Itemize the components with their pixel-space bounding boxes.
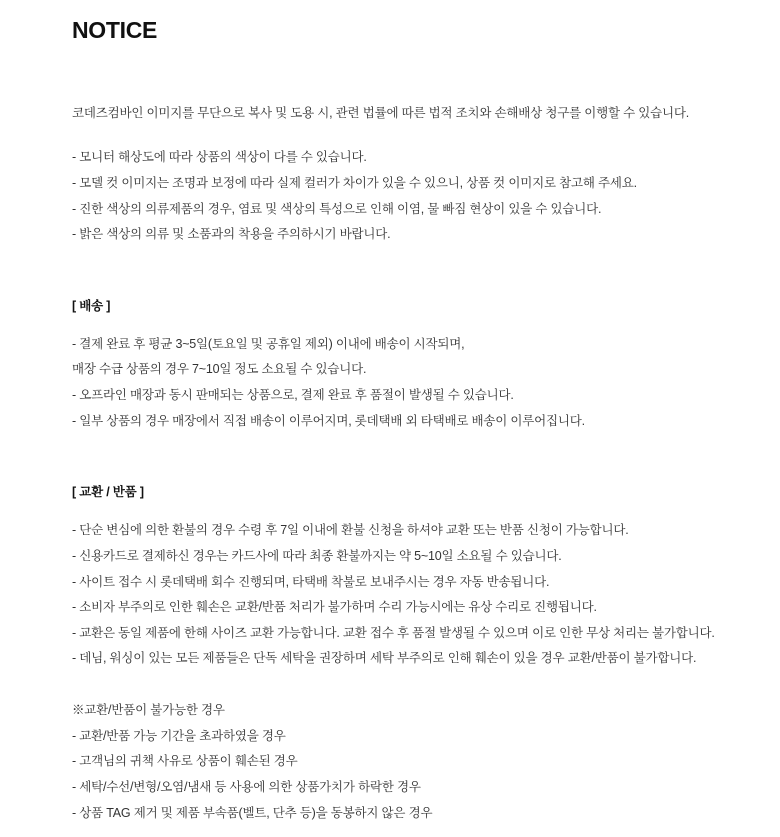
shipping-heading: [ 배송 ] [72, 298, 111, 313]
exchange-return-item: - 단순 변심에 의한 환불의 경우 수령 후 7일 이내에 환불 신청을 하셔야 교환 또는 반품 신청이 가능합니다. [72, 523, 629, 538]
shipping-item: 매장 수급 상품의 경우 7~10일 정도 소요될 수 있습니다. [72, 362, 367, 377]
impossible-case-item: - 고객님의 귀책 사유로 상품이 훼손된 경우 [72, 754, 298, 769]
impossible-cases [72, 698, 708, 826]
shipping-list [72, 332, 708, 435]
exchange-return-item: - 교환은 동일 제품에 한해 사이즈 교환 가능합니다. 교환 접수 후 품절 발생될 수 있으며 이로 인한 무상 처리는 불가합니다. [72, 625, 715, 640]
exchange-return-item: - 데님, 워싱이 있는 모든 제품들은 단독 세탁을 권장하며 세탁 부주의로 인해 훼손이 있을 경우 교환/반품이 불가합니다. [72, 651, 697, 666]
shipping-section [72, 296, 708, 435]
general-notes [72, 145, 708, 248]
general-note-item: - 밝은 색상의 의류 및 소품과의 착용을 주의하시기 바랍니다. [72, 227, 391, 242]
impossible-case-item: - 교환/반품 가능 기간을 초과하였을 경우 [72, 728, 286, 743]
exchange-return-section [72, 482, 715, 826]
exchange-return-list [72, 518, 715, 672]
page-title: NOTICE [72, 17, 158, 43]
shipping-item: - 일부 상품의 경우 매장에서 직접 배송이 이루어지며, 롯데택배 외 타택배로 배송이 이루어집니다. [72, 413, 585, 428]
general-note-item: - 모니터 해상도에 따라 상품의 색상이 다를 수 있습니다. [72, 150, 367, 165]
shipping-item: - 결제 완료 후 평균 3~5일(토요일 및 공휴일 제외) 이내에 배송이 시작되며, [72, 336, 465, 351]
shipping-item: - 오프라인 매장과 동시 판매되는 상품으로, 결제 완료 후 품절이 발생될 수 있습니다. [72, 388, 514, 403]
impossible-cases-heading: ※교환/반품이 불가능한 경우 [72, 703, 225, 718]
exchange-return-heading: [ 교환 / 반품 ] [72, 485, 144, 500]
general-note-item: - 모델 컷 이미지는 조명과 보정에 따라 실제 컬러가 차이가 있을 수 있으니, 상품 컷 이미지로 참고해 주세요. [72, 175, 637, 190]
exchange-return-item: - 소비자 부주의로 인한 훼손은 교환/반품 처리가 불가하며 수리 가능시에는 유상 수리로 진행됩니다. [72, 600, 597, 615]
impossible-case-item: - 세탁/수선/변형/오염/냄새 등 사용에 의한 상품가치가 하락한 경우 [72, 779, 421, 794]
general-note-item: - 진한 색상의 의류제품의 경우, 염료 및 색상의 특성으로 인해 이염, 물 빠짐 현상이 있을 수 있습니다. [72, 201, 602, 216]
copyright-notice: 코데즈컴바인 이미지를 무단으로 복사 및 도용 시, 관련 법률에 따른 법적 조치와 손해배상 청구를 이행할 수 있습니다. [72, 105, 690, 120]
exchange-return-item: - 신용카드로 결제하신 경우는 카드사에 따라 최종 환불까지는 약 5~10일 소요될 수 있습니다. [72, 548, 562, 563]
impossible-case-item: - 상품 TAG 제거 및 제품 부속품(벨트, 단추 등)을 동봉하지 않은 경우 [72, 805, 433, 820]
exchange-return-item: - 사이트 접수 시 롯데택배 회수 진행되며, 타택배 착불로 보내주시는 경우 자동 반송됩니다. [72, 574, 550, 589]
